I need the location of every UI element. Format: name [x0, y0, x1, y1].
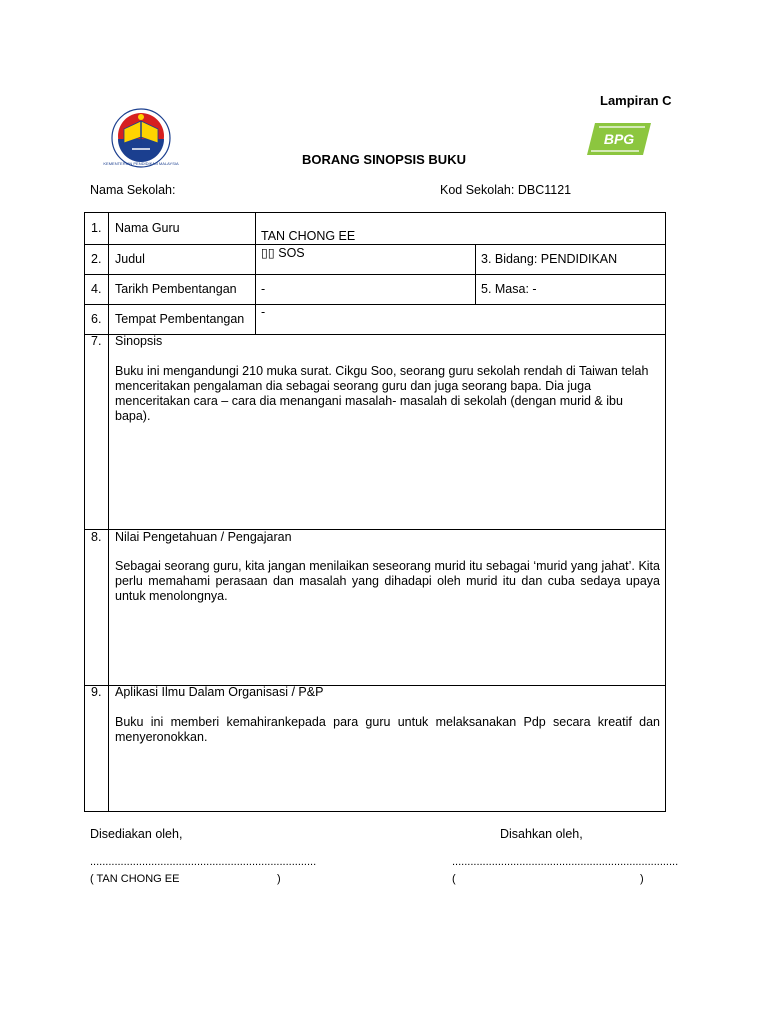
row-number: 2. — [91, 252, 102, 266]
teacher-name-label: Nama Guru — [115, 221, 180, 235]
time-value: 5. Masa: - — [481, 282, 537, 296]
appendix-label: Lampiran C — [600, 93, 672, 108]
bpg-logo-text: BPG — [603, 131, 635, 147]
application-label: Aplikasi Ilmu Dalam Organisasi / P&P — [115, 685, 324, 699]
presentation-place-label: Tempat Pembentangan — [115, 312, 245, 326]
prepared-name-open: ( TAN CHONG EE — [90, 873, 180, 885]
title-label: Judul — [115, 252, 145, 266]
presentation-date-value: - — [261, 282, 266, 296]
presentation-date-label: Tarikh Pembentangan — [115, 282, 237, 296]
presentation-place-value: - — [261, 305, 266, 319]
row-number: 6. — [91, 312, 102, 326]
prepared-signature-line: .......................................................................... — [90, 856, 317, 868]
form-title: BORANG SINOPSIS BUKU — [302, 152, 466, 167]
school-code-label: Kod Sekolah: DBC1121 — [440, 183, 572, 197]
row-number: 7. — [91, 334, 102, 348]
verified-name-open: ( — [452, 873, 456, 885]
row-number: 9. — [91, 685, 102, 699]
row-number: 4. — [91, 282, 102, 296]
synopsis-text: Buku ini mengandungi 210 muka surat. Cikgu Soo, seorang guru sekolah rendah di Taiwan telah menceritakan pengalaman dia sebagai seorang guru dan juga seorang bapa. Dia juga menceritakan cara – cara dia menangani masalah- masalah di sekolah (dengan murid & ibu bapa). — [115, 364, 649, 423]
field-value: 3. Bidang: PENDIDIKAN — [481, 252, 618, 266]
ministry-logo-text: KEMENTERIAN PENDIDIKAN MALAYSIA — [103, 161, 179, 166]
row-number: 1. — [91, 221, 102, 235]
verified-name-close: ) — [640, 873, 644, 885]
verified-by-label: Disahkan oleh, — [500, 827, 583, 841]
values-text: Sebagai seorang guru, kita jangan menilaikan seseorang murid itu sebagai ‘murid yang jahat’. Kita perlu memahami perasaan dan masalah yang dihadapi oleh murid itu dan cuba sedaya upaya untuk menolongnya. — [115, 559, 660, 603]
application-text: Buku ini memberi kemahirankepada para guru untuk melaksanakan Pdp secara kreatif dan menyeronokkan. — [115, 715, 660, 744]
teacher-name-value: TAN CHONG EE — [261, 229, 356, 243]
values-label: Nilai Pengetahuan / Pengajaran — [115, 530, 292, 544]
prepared-name-close: ) — [277, 873, 281, 885]
synopsis-label: Sinopsis — [115, 334, 163, 348]
verified-signature-line: .......................................................................... — [452, 856, 679, 868]
school-name-label: Nama Sekolah: — [90, 183, 176, 197]
row-number: 8. — [91, 530, 102, 544]
prepared-by-label: Disediakan oleh, — [90, 827, 183, 841]
synopsis-form-table — [84, 212, 666, 812]
book-title-value: ▯▯ SOS — [261, 246, 305, 260]
